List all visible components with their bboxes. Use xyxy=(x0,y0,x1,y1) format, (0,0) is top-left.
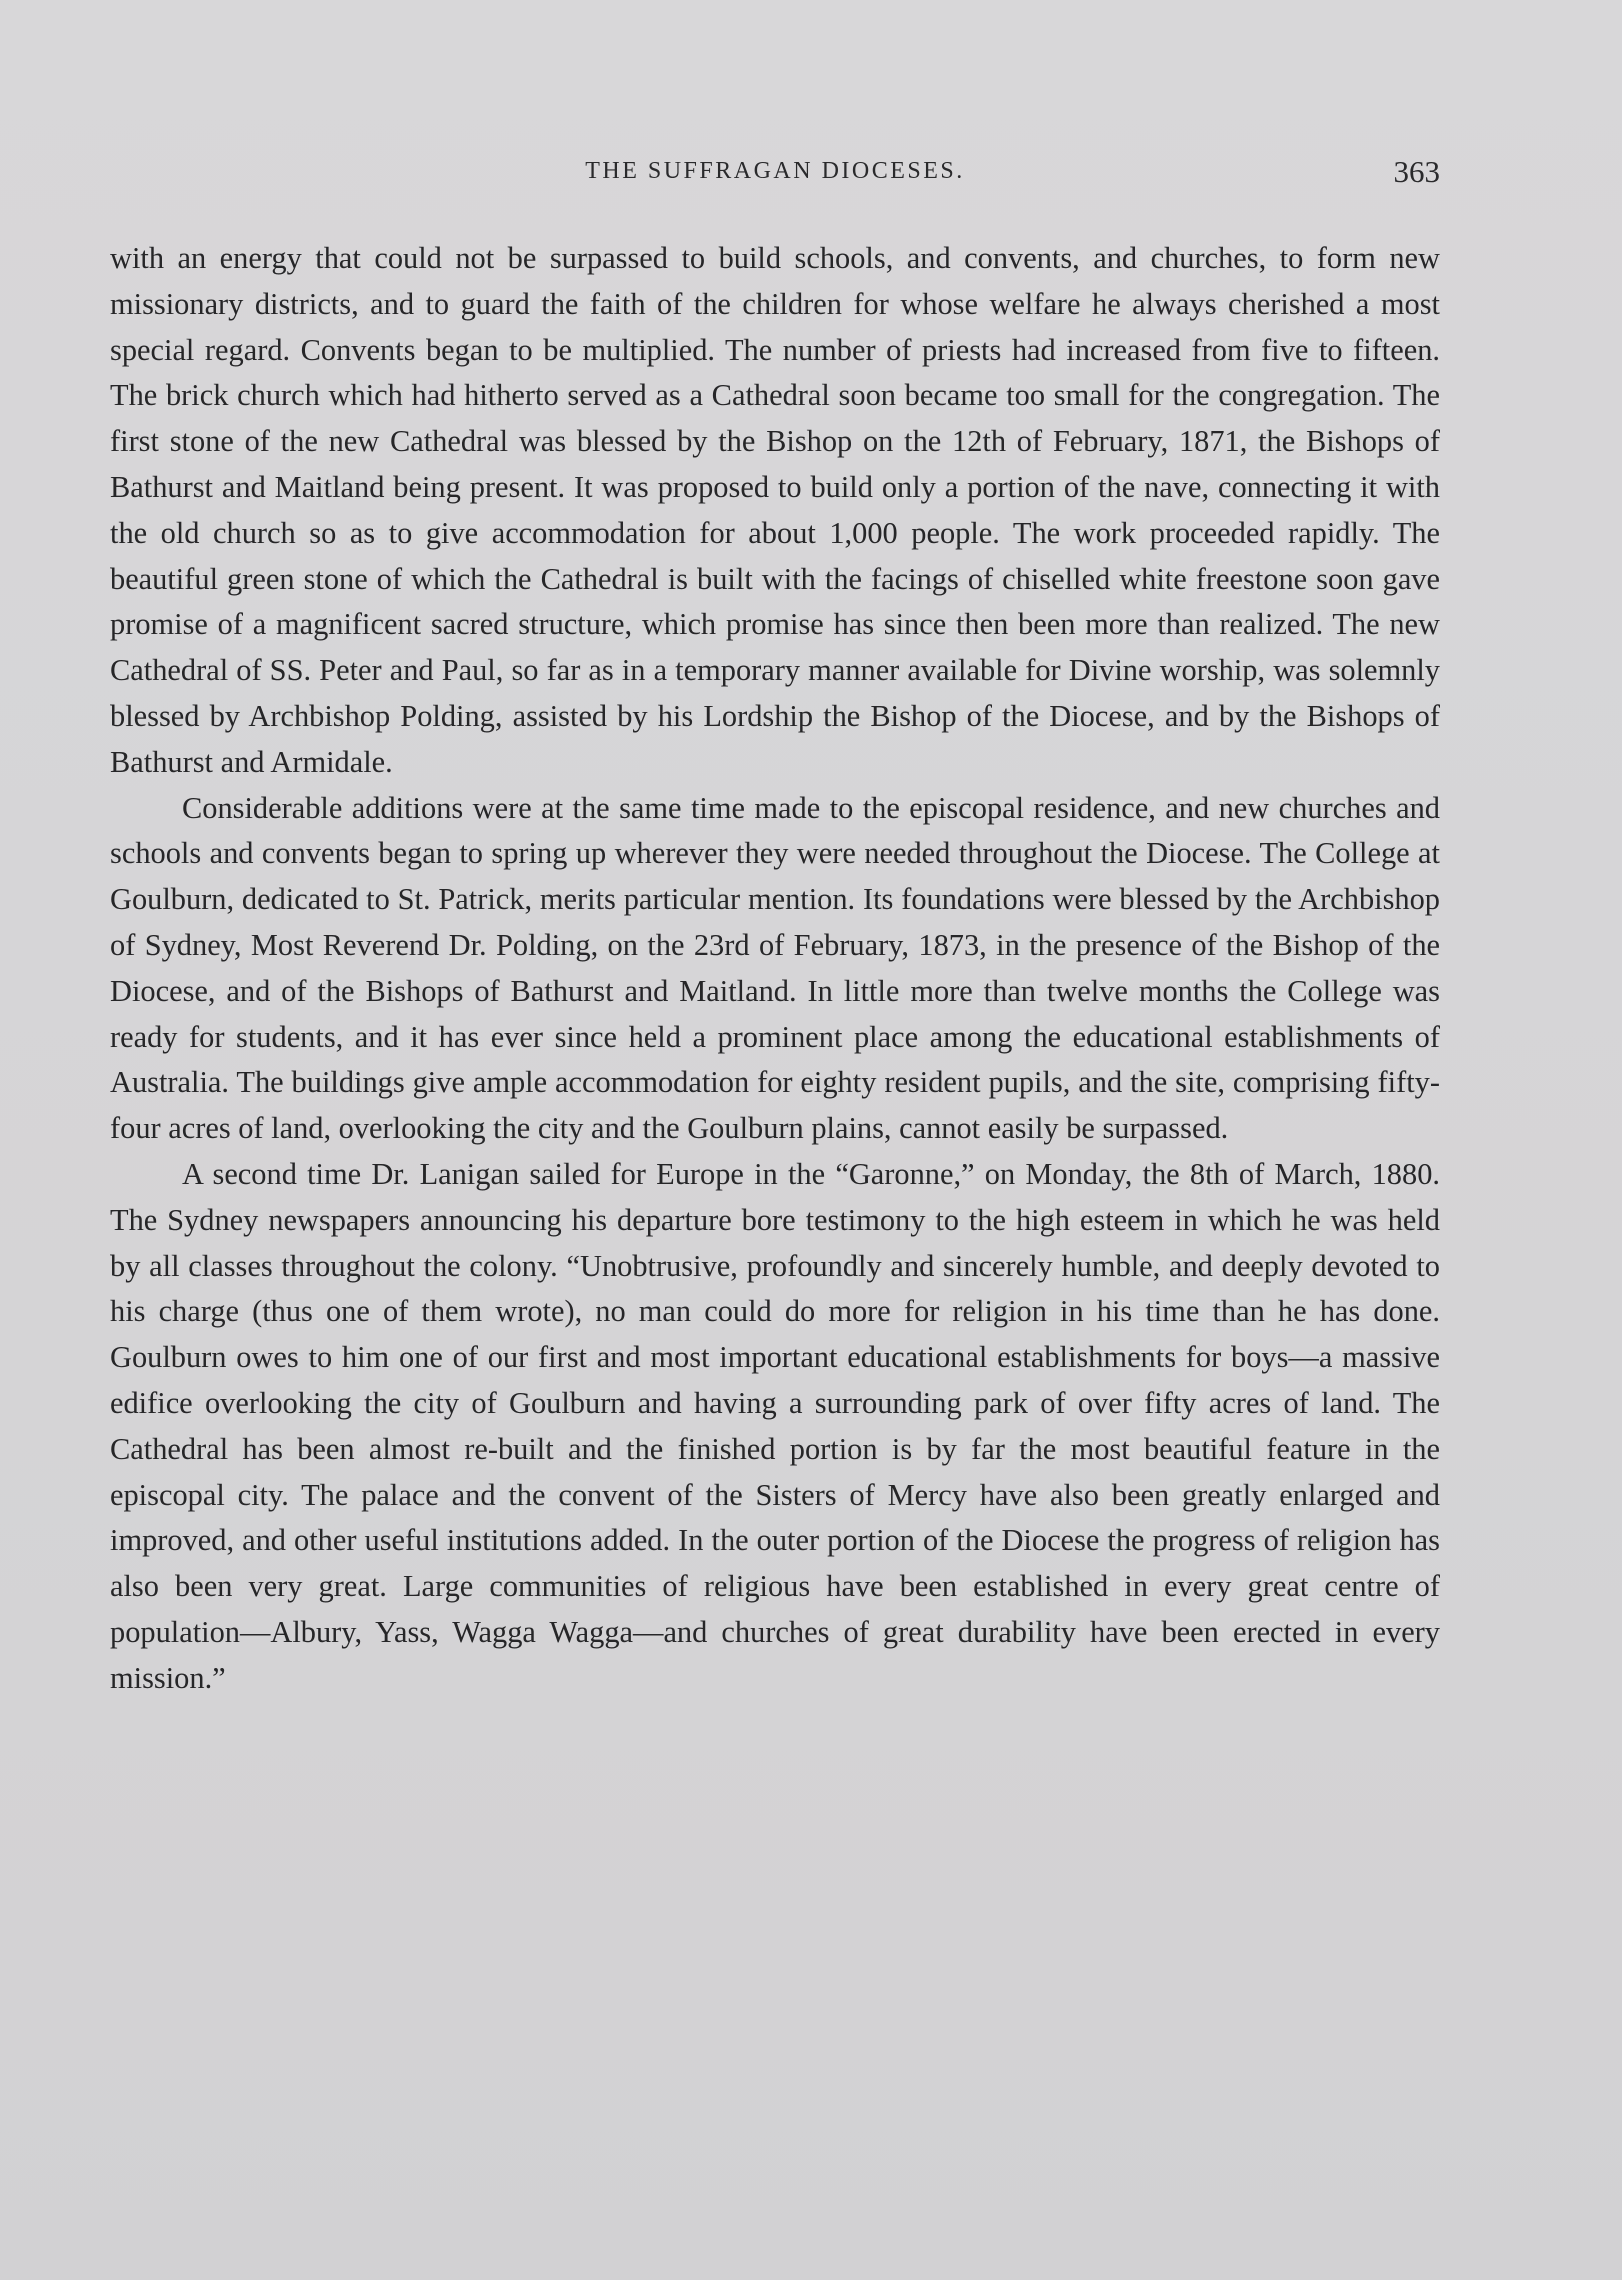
running-head xyxy=(110,154,1440,198)
page-number: 363 xyxy=(1393,154,1440,189)
body-text xyxy=(110,236,1440,1702)
paragraph-continued: with an energy that could not be surpassed to build schools, and convents, and churches, to form new missionary districts, and to guard the faith of the children for whose welfare he always cherished a most special regard. Convents began to be multiplied. The number of priests had increased from five to fifteen. The brick church which had hitherto served as a Cathedral soon became too small for the congregation. The first stone of the new Cathedral was blessed by the Bishop on the 12th of February, 1871, the Bishops of Bathurst and Maitland being present. It was proposed to build only a portion of the nave, connecting it with the old church so as to give accommodation for about 1,000 people. The work proceeded rapidly. The beautiful green stone of which the Cathedral is built with the facings of chiselled white freestone soon gave promise of a magnificent sacred structure, which promise has since then been more than realized. The new Cathedral of SS. Peter and Paul, so far as in a temporary manner available for Divine worship, was solemnly blessed by Archbishop Polding, assisted by his Lordship the Bishop of the Diocese, and by the Bishops of Bathurst and Armidale. xyxy=(110,241,1440,779)
paragraph: Considerable additions were at the same time made to the episcopal residence, and new churches and schools and convents began to spring up wherever they were needed throughout the Diocese. The College at Goulburn, dedicated to St. Patrick, merits particular mention. Its foundations were blessed by the Archbishop of Sydney, Most Reverend Dr. Polding, on the 23rd of February, 1873, in the presence of the Bishop of the Diocese, and of the Bishops of Bathurst and Maitland. In little more than twelve months the College was ready for students, and it has ever since held a prominent place among the educational establishments of Australia. The buildings give ample accommodation for eighty resident pupils, and the site, comprising fifty-four acres of land, overlooking the city and the Goulburn plains, cannot easily be surpassed. xyxy=(110,790,1440,1146)
paragraph: A second time Dr. Lanigan sailed for Europe in the “Garonne,” on Monday, the 8th of March, 1880. The Sydney newspapers announcing his departure bore testimony to the high esteem in which he was held by all classes throughout the colony. “Unobtrusive, profoundly and sincerely humble, and deeply devoted to his charge (thus one of them wrote), no man could do more for religion in his time than he has done. Goulburn owes to him one of our first and most important educational establishments for boys—a massive edifice overlooking the city of Goulburn and having a surrounding park of over fifty acres of land. The Cathedral has been almost re-built and the finished portion is by far the most beautiful feature in the episcopal city. The palace and the convent of the Sisters of Mercy have also been greatly enlarged and improved, and other useful institutions added. In the outer portion of the Diocese the progress of religion has also been very great. Large communities of religious have been established in every great centre of population—Albury, Yass, Wagga Wagga—and churches of great durability have been erected in every mission.” xyxy=(110,1156,1440,1695)
running-title: THE SUFFRAGAN DIOCESES. xyxy=(585,158,965,184)
